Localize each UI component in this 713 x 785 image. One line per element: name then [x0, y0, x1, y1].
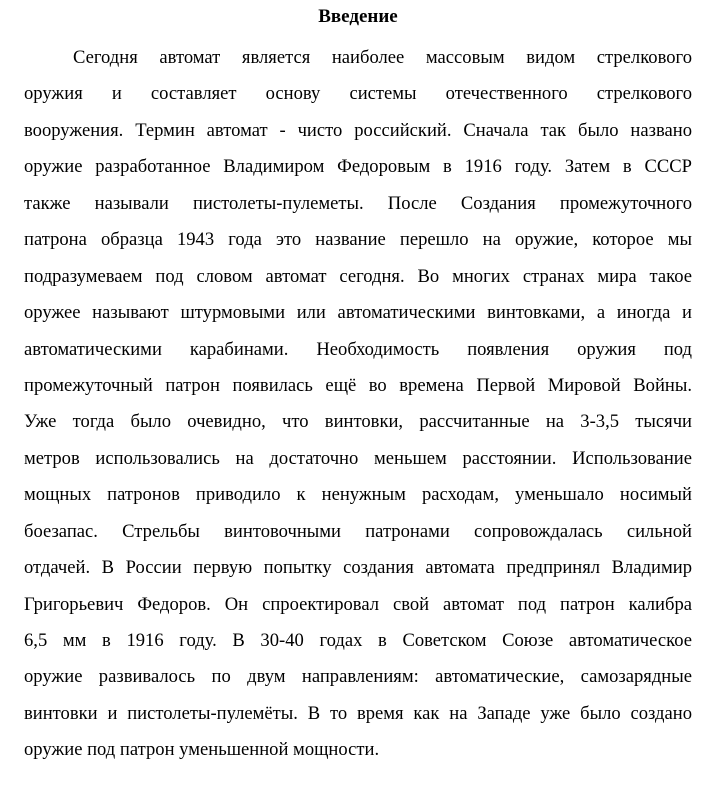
- paragraph-line: боезапас. Стрельбы винтовочными патронами сопровождалась сильной: [24, 520, 692, 542]
- paragraph-line: оружие развивалось по двум направлениям: автоматические, самозарядные: [24, 666, 692, 688]
- document-page: [24, 0, 692, 769]
- paragraph-line: оружия и составляет основу системы отечественного стрелкового: [24, 83, 692, 105]
- paragraph-line: оружие под патрон уменьшенной мощности.: [24, 739, 380, 761]
- paragraph-line: подразумеваем под словом автомат сегодня. Во многих странах мира такое: [24, 265, 692, 287]
- paragraph-line: мощных патронов приводило к ненужным расходам, уменьшало носимый: [24, 484, 692, 506]
- paragraph-line: также называли пистолеты-пулеметы. После Создания промежуточного: [24, 192, 692, 214]
- paragraph-line: оружие разработанное Владимиром Федоровым в 1916 году. Затем в СССР: [24, 156, 692, 178]
- paragraph-line: отдачей. В России первую попытку создания автомата предпринял Владимир: [24, 557, 692, 579]
- paragraph-line: Сегодня автомат является наиболее массовым видом стрелкового: [73, 47, 692, 68]
- document-paragraph: [24, 40, 692, 769]
- paragraph-line: Григорьевич Федоров. Он спроектировал свой автомат под патрон калибра: [24, 593, 692, 615]
- paragraph-line: автоматическими карабинами. Необходимость появления оружия под: [24, 338, 692, 360]
- paragraph-line: промежуточный патрон появилась ещё во времена Первой Мировой Войны.: [24, 374, 692, 396]
- paragraph-line: 6,5 мм в 1916 году. В 30-40 годах в Советском Союзе автоматическое: [24, 630, 692, 651]
- paragraph-line: вооружения. Термин автомат - чисто российский. Сначала так было названо: [24, 119, 692, 141]
- document-title: Введение: [318, 6, 398, 27]
- paragraph-line: винтовки и пистолеты-пулемёты. В то время как на Западе уже было создано: [24, 702, 692, 724]
- paragraph-line: метров использовались на достаточно меньшем расстоянии. Использование: [24, 447, 692, 469]
- paragraph-line: Уже тогда было очевидно, что винтовки, рассчитанные на 3-3,5 тысячи: [24, 411, 692, 433]
- paragraph-line: патрона образца 1943 года это название перешло на оружие, которое мы: [24, 229, 692, 251]
- paragraph-line: оружее называют штурмовыми или автоматическими винтовками, а иногда и: [24, 302, 692, 324]
